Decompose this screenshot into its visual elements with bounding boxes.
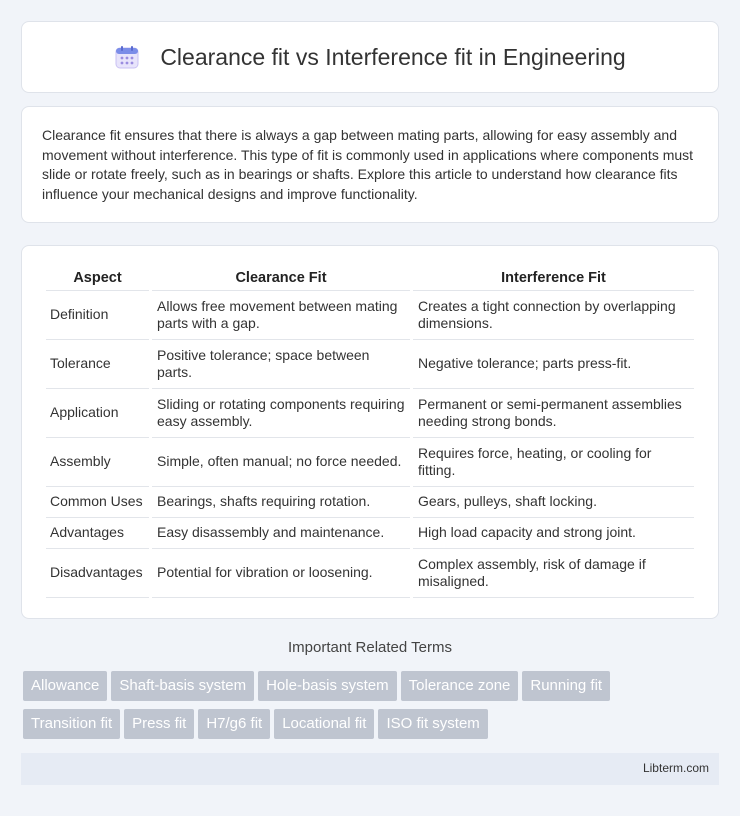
cell-interference: Gears, pulleys, shaft locking. bbox=[413, 487, 694, 518]
tag-allowance[interactable]: Allowance bbox=[23, 671, 107, 701]
related-terms-tags bbox=[23, 671, 723, 747]
page-title: Clearance fit vs Interference fit in Engineering bbox=[160, 43, 626, 70]
tag-hole-basis-system[interactable]: Hole-basis system bbox=[258, 671, 397, 701]
cell-interference: Permanent or semi-permanent assemblies needing strong bonds. bbox=[413, 389, 694, 438]
comparison-table bbox=[43, 266, 697, 598]
tag-tolerance-zone[interactable]: Tolerance zone bbox=[401, 671, 519, 701]
intro-text: Clearance fit ensures that there is always a gap between mating parts, allowing for easy assembly and movement without interference. This type of fit is commonly used in applications where components must slide or rotate freely, such as in bearings or shafts. Explore this article to understand how clearance fits influence your mechanical designs and improve functionality. bbox=[42, 127, 694, 202]
cell-clearance: Allows free movement between mating parts with a gap. bbox=[152, 291, 410, 340]
cell-clearance: Sliding or rotating components requiring easy assembly. bbox=[152, 389, 410, 438]
cell-aspect: Disadvantages bbox=[46, 549, 149, 598]
cell-aspect: Common Uses bbox=[46, 487, 149, 518]
cell-clearance: Bearings, shafts requiring rotation. bbox=[152, 487, 410, 518]
footer bbox=[21, 753, 719, 785]
header-aspect: Aspect bbox=[46, 266, 149, 291]
cell-interference: High load capacity and strong joint. bbox=[413, 518, 694, 549]
table-row bbox=[46, 487, 694, 518]
footer-site-link[interactable]: Libterm.com bbox=[642, 761, 709, 775]
cell-interference: Creates a tight connection by overlapping dimensions. bbox=[413, 291, 694, 340]
cell-interference: Negative tolerance; parts press-fit. bbox=[413, 340, 694, 389]
header-interference-fit: Interference Fit bbox=[413, 266, 694, 291]
tag-locational-fit[interactable]: Locational fit bbox=[274, 709, 374, 739]
cell-aspect: Application bbox=[46, 389, 149, 438]
cell-interference: Complex assembly, risk of damage if misaligned. bbox=[413, 549, 694, 598]
tag-h7-g6-fit[interactable]: H7/g6 fit bbox=[198, 709, 270, 739]
cell-clearance: Potential for vibration or loosening. bbox=[152, 549, 410, 598]
tag-iso-fit-system[interactable]: ISO fit system bbox=[378, 709, 487, 739]
cell-aspect: Assembly bbox=[46, 438, 149, 487]
header-clearance-fit: Clearance Fit bbox=[152, 266, 410, 291]
cell-interference: Requires force, heating, or cooling for fitting. bbox=[413, 438, 694, 487]
cell-aspect: Definition bbox=[46, 291, 149, 340]
related-terms-title: Important Related Terms bbox=[288, 639, 452, 656]
calendar-icon bbox=[114, 44, 140, 70]
cell-clearance: Easy disassembly and maintenance. bbox=[152, 518, 410, 549]
table-row bbox=[46, 389, 694, 438]
tag-transition-fit[interactable]: Transition fit bbox=[23, 709, 120, 739]
cell-clearance: Positive tolerance; space between parts. bbox=[152, 340, 410, 389]
table-row bbox=[46, 291, 694, 340]
tag-running-fit[interactable]: Running fit bbox=[522, 671, 610, 701]
table-row bbox=[46, 340, 694, 389]
title-card bbox=[21, 21, 719, 93]
comparison-table-card bbox=[21, 245, 719, 619]
table-row bbox=[46, 518, 694, 549]
table-row bbox=[46, 549, 694, 598]
intro-card bbox=[21, 106, 719, 223]
tag-press-fit[interactable]: Press fit bbox=[124, 709, 194, 739]
cell-clearance: Simple, often manual; no force needed. bbox=[152, 438, 410, 487]
cell-aspect: Advantages bbox=[46, 518, 149, 549]
table-header-row bbox=[46, 266, 694, 291]
tag-shaft-basis-system[interactable]: Shaft-basis system bbox=[111, 671, 254, 701]
table-row bbox=[46, 438, 694, 487]
cell-aspect: Tolerance bbox=[46, 340, 149, 389]
